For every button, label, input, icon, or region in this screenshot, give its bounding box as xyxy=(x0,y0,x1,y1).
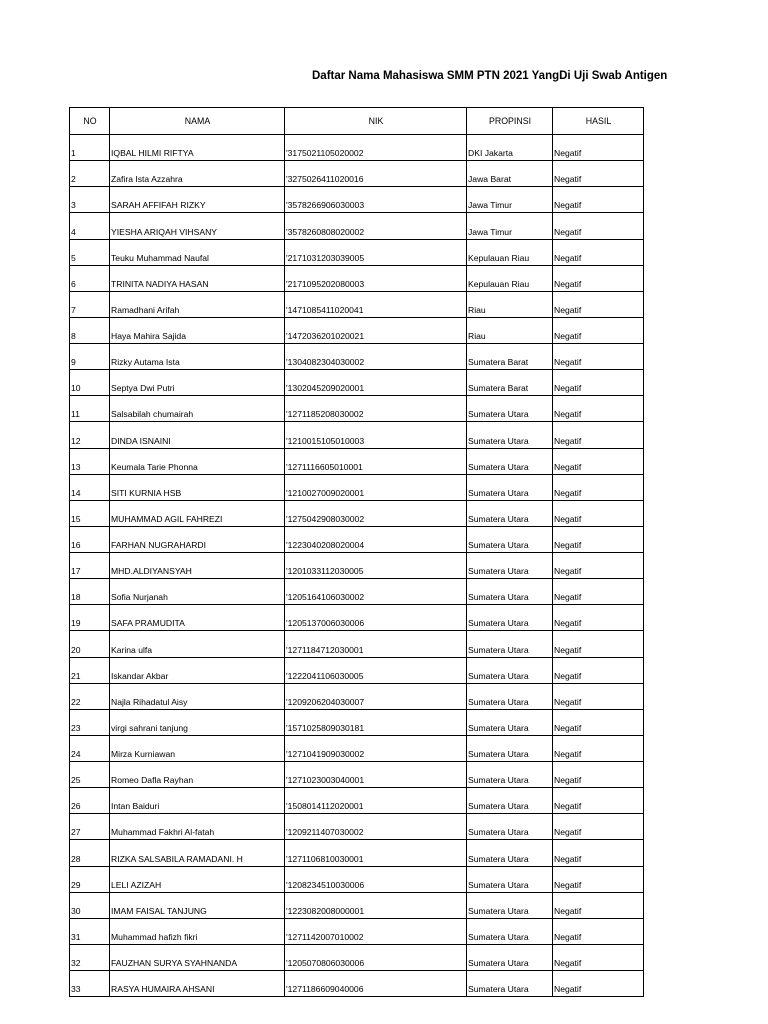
table-row xyxy=(70,657,644,683)
cell-hasil: Negatif xyxy=(553,788,644,814)
cell-nama: Keumala Tarie Phonna xyxy=(110,448,285,474)
cell-no: 20 xyxy=(70,631,110,657)
cell-nama: SARAH AFFIFAH RIZKY xyxy=(110,187,285,213)
cell-nik: '1208234510030006 xyxy=(285,866,467,892)
cell-propinsi: Sumatera Utara xyxy=(467,553,553,579)
cell-hasil: Negatif xyxy=(553,709,644,735)
table-row xyxy=(70,213,644,239)
cell-propinsi: Jawa Timur xyxy=(467,187,553,213)
cell-nama: Karina ulfa xyxy=(110,631,285,657)
table-row xyxy=(70,239,644,265)
cell-nama: DINDA ISNAINI xyxy=(110,422,285,448)
cell-nik: '1275042908030002 xyxy=(285,500,467,526)
cell-nama: Romeo Dafla Rayhan xyxy=(110,762,285,788)
cell-hasil: Negatif xyxy=(553,213,644,239)
cell-nama: Haya Mahira Sajida xyxy=(110,317,285,343)
cell-no: 14 xyxy=(70,474,110,500)
cell-propinsi: Jawa Barat xyxy=(467,161,553,187)
column-header-nama: NAMA xyxy=(110,108,285,135)
cell-propinsi: Sumatera Utara xyxy=(467,631,553,657)
cell-no: 12 xyxy=(70,422,110,448)
cell-no: 19 xyxy=(70,605,110,631)
cell-no: 3 xyxy=(70,187,110,213)
cell-nik: '2171095202080003 xyxy=(285,265,467,291)
cell-propinsi: Sumatera Utara xyxy=(467,814,553,840)
cell-nik: '1209206204030007 xyxy=(285,683,467,709)
cell-no: 31 xyxy=(70,918,110,944)
cell-no: 11 xyxy=(70,396,110,422)
cell-hasil: Negatif xyxy=(553,396,644,422)
cell-nama: Teuku Muhammad Naufal xyxy=(110,239,285,265)
cell-propinsi: Kepulauan Riau xyxy=(467,239,553,265)
table-row xyxy=(70,866,644,892)
cell-hasil: Negatif xyxy=(553,265,644,291)
cell-nik: '1472036201020021 xyxy=(285,317,467,343)
cell-no: 6 xyxy=(70,265,110,291)
cell-nik: '1210015105010003 xyxy=(285,422,467,448)
cell-nama: IMAM FAISAL TANJUNG xyxy=(110,892,285,918)
cell-nama: SAFA PRAMUDITA xyxy=(110,605,285,631)
cell-nik: '3578266906030003 xyxy=(285,187,467,213)
cell-hasil: Negatif xyxy=(553,526,644,552)
cell-nik: '1223040208020004 xyxy=(285,526,467,552)
cell-hasil: Negatif xyxy=(553,187,644,213)
cell-no: 15 xyxy=(70,500,110,526)
cell-nama: RIZKA SALSABILA RAMADANI. H xyxy=(110,840,285,866)
cell-nik: '1205137006030006 xyxy=(285,605,467,631)
cell-nama: Zafira Ista Azzahra xyxy=(110,161,285,187)
cell-propinsi: Jawa Timur xyxy=(467,213,553,239)
cell-hasil: Negatif xyxy=(553,735,644,761)
cell-nik: '3275026411020016 xyxy=(285,161,467,187)
cell-no: 27 xyxy=(70,814,110,840)
cell-propinsi: Sumatera Utara xyxy=(467,971,553,997)
cell-nik: '3578260808020002 xyxy=(285,213,467,239)
cell-propinsi: Sumatera Utara xyxy=(467,396,553,422)
column-header-propinsi: PROPINSI xyxy=(467,108,553,135)
table-row xyxy=(70,553,644,579)
cell-no: 16 xyxy=(70,526,110,552)
cell-nik: '1209211407030002 xyxy=(285,814,467,840)
cell-nik: '1271106810030001 xyxy=(285,840,467,866)
student-table xyxy=(69,107,644,997)
cell-hasil: Negatif xyxy=(553,553,644,579)
cell-nik: '1508014112020001 xyxy=(285,788,467,814)
cell-nama: MHD.ALDIYANSYAH xyxy=(110,553,285,579)
cell-nama: MUHAMMAD AGIL FAHREZI xyxy=(110,500,285,526)
cell-nama: TRINITA NADIYA HASAN xyxy=(110,265,285,291)
cell-no: 21 xyxy=(70,657,110,683)
cell-propinsi: Sumatera Utara xyxy=(467,866,553,892)
cell-nama: Sofia Nurjanah xyxy=(110,579,285,605)
cell-propinsi: Sumatera Utara xyxy=(467,709,553,735)
table-row xyxy=(70,187,644,213)
cell-hasil: Negatif xyxy=(553,500,644,526)
cell-nama: Septya Dwi Putri xyxy=(110,370,285,396)
table-row xyxy=(70,762,644,788)
table-row xyxy=(70,683,644,709)
cell-propinsi: Sumatera Barat xyxy=(467,344,553,370)
cell-hasil: Negatif xyxy=(553,892,644,918)
cell-no: 33 xyxy=(70,971,110,997)
cell-nik: '1205164106030002 xyxy=(285,579,467,605)
table-row xyxy=(70,631,644,657)
cell-hasil: Negatif xyxy=(553,631,644,657)
cell-no: 4 xyxy=(70,213,110,239)
cell-no: 32 xyxy=(70,944,110,970)
cell-propinsi: Sumatera Utara xyxy=(467,526,553,552)
cell-nama: Iskandar Akbar xyxy=(110,657,285,683)
cell-nama: Muhammad hafizh fikri xyxy=(110,918,285,944)
table-header-row xyxy=(70,108,644,135)
cell-nama: Salsabilah chumairah xyxy=(110,396,285,422)
cell-no: 8 xyxy=(70,317,110,343)
cell-no: 22 xyxy=(70,683,110,709)
cell-nama: virgi sahrani tanjung xyxy=(110,709,285,735)
cell-nik: '1271184712030001 xyxy=(285,631,467,657)
cell-no: 2 xyxy=(70,161,110,187)
cell-no: 26 xyxy=(70,788,110,814)
cell-propinsi: Kepulauan Riau xyxy=(467,265,553,291)
table-row xyxy=(70,709,644,735)
table-row xyxy=(70,814,644,840)
cell-hasil: Negatif xyxy=(553,657,644,683)
cell-propinsi: Sumatera Utara xyxy=(467,840,553,866)
table-body xyxy=(70,135,644,997)
cell-hasil: Negatif xyxy=(553,422,644,448)
cell-propinsi: Sumatera Utara xyxy=(467,474,553,500)
table-row xyxy=(70,370,644,396)
table-row xyxy=(70,474,644,500)
cell-propinsi: Sumatera Utara xyxy=(467,500,553,526)
cell-nama: LELI AZIZAH xyxy=(110,866,285,892)
cell-propinsi: Sumatera Utara xyxy=(467,605,553,631)
cell-nama: Intan Baiduri xyxy=(110,788,285,814)
cell-hasil: Negatif xyxy=(553,448,644,474)
cell-nama: FARHAN NUGRAHARDI xyxy=(110,526,285,552)
document-title: Daftar Nama Mahasiswa SMM PTN 2021 YangDi Uji Swab Antigen xyxy=(312,70,668,82)
cell-no: 13 xyxy=(70,448,110,474)
cell-nik: '1222041106030005 xyxy=(285,657,467,683)
cell-hasil: Negatif xyxy=(553,762,644,788)
table-row xyxy=(70,135,644,161)
cell-hasil: Negatif xyxy=(553,239,644,265)
table-row xyxy=(70,265,644,291)
cell-nama: YIESHA ARIQAH VIHSANY xyxy=(110,213,285,239)
cell-propinsi: Sumatera Barat xyxy=(467,370,553,396)
table-row xyxy=(70,161,644,187)
cell-no: 5 xyxy=(70,239,110,265)
cell-no: 29 xyxy=(70,866,110,892)
cell-propinsi: Riau xyxy=(467,317,553,343)
table-row xyxy=(70,396,644,422)
cell-nik: '1302045209020001 xyxy=(285,370,467,396)
cell-no: 17 xyxy=(70,553,110,579)
cell-no: 1 xyxy=(70,135,110,161)
cell-nama: Rizky Autama Ista xyxy=(110,344,285,370)
cell-no: 25 xyxy=(70,762,110,788)
cell-propinsi: Sumatera Utara xyxy=(467,944,553,970)
cell-propinsi: Riau xyxy=(467,291,553,317)
cell-no: 10 xyxy=(70,370,110,396)
cell-no: 9 xyxy=(70,344,110,370)
table-row xyxy=(70,944,644,970)
cell-propinsi: Sumatera Utara xyxy=(467,918,553,944)
cell-hasil: Negatif xyxy=(553,944,644,970)
table-row xyxy=(70,840,644,866)
cell-nama: FAUZHAN SURYA SYAHNANDA xyxy=(110,944,285,970)
cell-propinsi: Sumatera Utara xyxy=(467,762,553,788)
cell-nik: '1205070806030006 xyxy=(285,944,467,970)
table-row xyxy=(70,317,644,343)
table-row xyxy=(70,448,644,474)
cell-nik: '1304082304030002 xyxy=(285,344,467,370)
cell-nik: '1223082008000001 xyxy=(285,892,467,918)
cell-nama: Mirza Kurniawan xyxy=(110,735,285,761)
cell-no: 24 xyxy=(70,735,110,761)
cell-hasil: Negatif xyxy=(553,605,644,631)
cell-nik: '1271142007010002 xyxy=(285,918,467,944)
cell-nik: '1571025809030181 xyxy=(285,709,467,735)
cell-nik: '1271023003040001 xyxy=(285,762,467,788)
cell-no: 18 xyxy=(70,579,110,605)
cell-hasil: Negatif xyxy=(553,683,644,709)
cell-nama: IQBAL HILMI RIFTYA xyxy=(110,135,285,161)
cell-nik: '2171031203039005 xyxy=(285,239,467,265)
table-row xyxy=(70,422,644,448)
cell-hasil: Negatif xyxy=(553,317,644,343)
column-header-no: NO xyxy=(70,108,110,135)
cell-hasil: Negatif xyxy=(553,840,644,866)
cell-hasil: Negatif xyxy=(553,918,644,944)
cell-hasil: Negatif xyxy=(553,161,644,187)
table-row xyxy=(70,344,644,370)
cell-nik: '1210027009020001 xyxy=(285,474,467,500)
table-row xyxy=(70,526,644,552)
cell-propinsi: Sumatera Utara xyxy=(467,579,553,605)
cell-nik: '1471085411020041 xyxy=(285,291,467,317)
cell-hasil: Negatif xyxy=(553,866,644,892)
table-row xyxy=(70,735,644,761)
cell-no: 28 xyxy=(70,840,110,866)
table-row xyxy=(70,579,644,605)
cell-nik: '1271185208030002 xyxy=(285,396,467,422)
cell-propinsi: Sumatera Utara xyxy=(467,892,553,918)
cell-hasil: Negatif xyxy=(553,344,644,370)
cell-nama: RASYA HUMAIRA AHSANI xyxy=(110,971,285,997)
cell-propinsi: Sumatera Utara xyxy=(467,448,553,474)
cell-nik: '3175021105020002 xyxy=(285,135,467,161)
cell-nama: SITI KURNIA HSB xyxy=(110,474,285,500)
cell-no: 30 xyxy=(70,892,110,918)
cell-nik: '1271116605010001 xyxy=(285,448,467,474)
cell-hasil: Negatif xyxy=(553,814,644,840)
table-row xyxy=(70,892,644,918)
cell-propinsi: Sumatera Utara xyxy=(467,735,553,761)
cell-hasil: Negatif xyxy=(553,579,644,605)
column-header-nik: NIK xyxy=(285,108,467,135)
cell-no: 23 xyxy=(70,709,110,735)
table-row xyxy=(70,788,644,814)
cell-propinsi: Sumatera Utara xyxy=(467,422,553,448)
table-row xyxy=(70,918,644,944)
cell-nama: Muhammad Fakhri Al-fatah xyxy=(110,814,285,840)
column-header-hasil: HASIL xyxy=(553,108,644,135)
cell-hasil: Negatif xyxy=(553,370,644,396)
cell-propinsi: Sumatera Utara xyxy=(467,788,553,814)
cell-propinsi: Sumatera Utara xyxy=(467,657,553,683)
cell-hasil: Negatif xyxy=(553,135,644,161)
cell-hasil: Negatif xyxy=(553,971,644,997)
table-row xyxy=(70,971,644,997)
cell-nik: '1271041909030002 xyxy=(285,735,467,761)
cell-no: 7 xyxy=(70,291,110,317)
cell-nama: Najla Rihadatul Aisy xyxy=(110,683,285,709)
cell-hasil: Negatif xyxy=(553,474,644,500)
cell-nik: '1201033112030005 xyxy=(285,553,467,579)
table-row xyxy=(70,291,644,317)
cell-nama: Ramadhani Arifah xyxy=(110,291,285,317)
cell-hasil: Negatif xyxy=(553,291,644,317)
table-row xyxy=(70,605,644,631)
cell-propinsi: DKI Jakarta xyxy=(467,135,553,161)
table-row xyxy=(70,500,644,526)
cell-nik: '1271186609040006 xyxy=(285,971,467,997)
cell-propinsi: Sumatera Utara xyxy=(467,683,553,709)
